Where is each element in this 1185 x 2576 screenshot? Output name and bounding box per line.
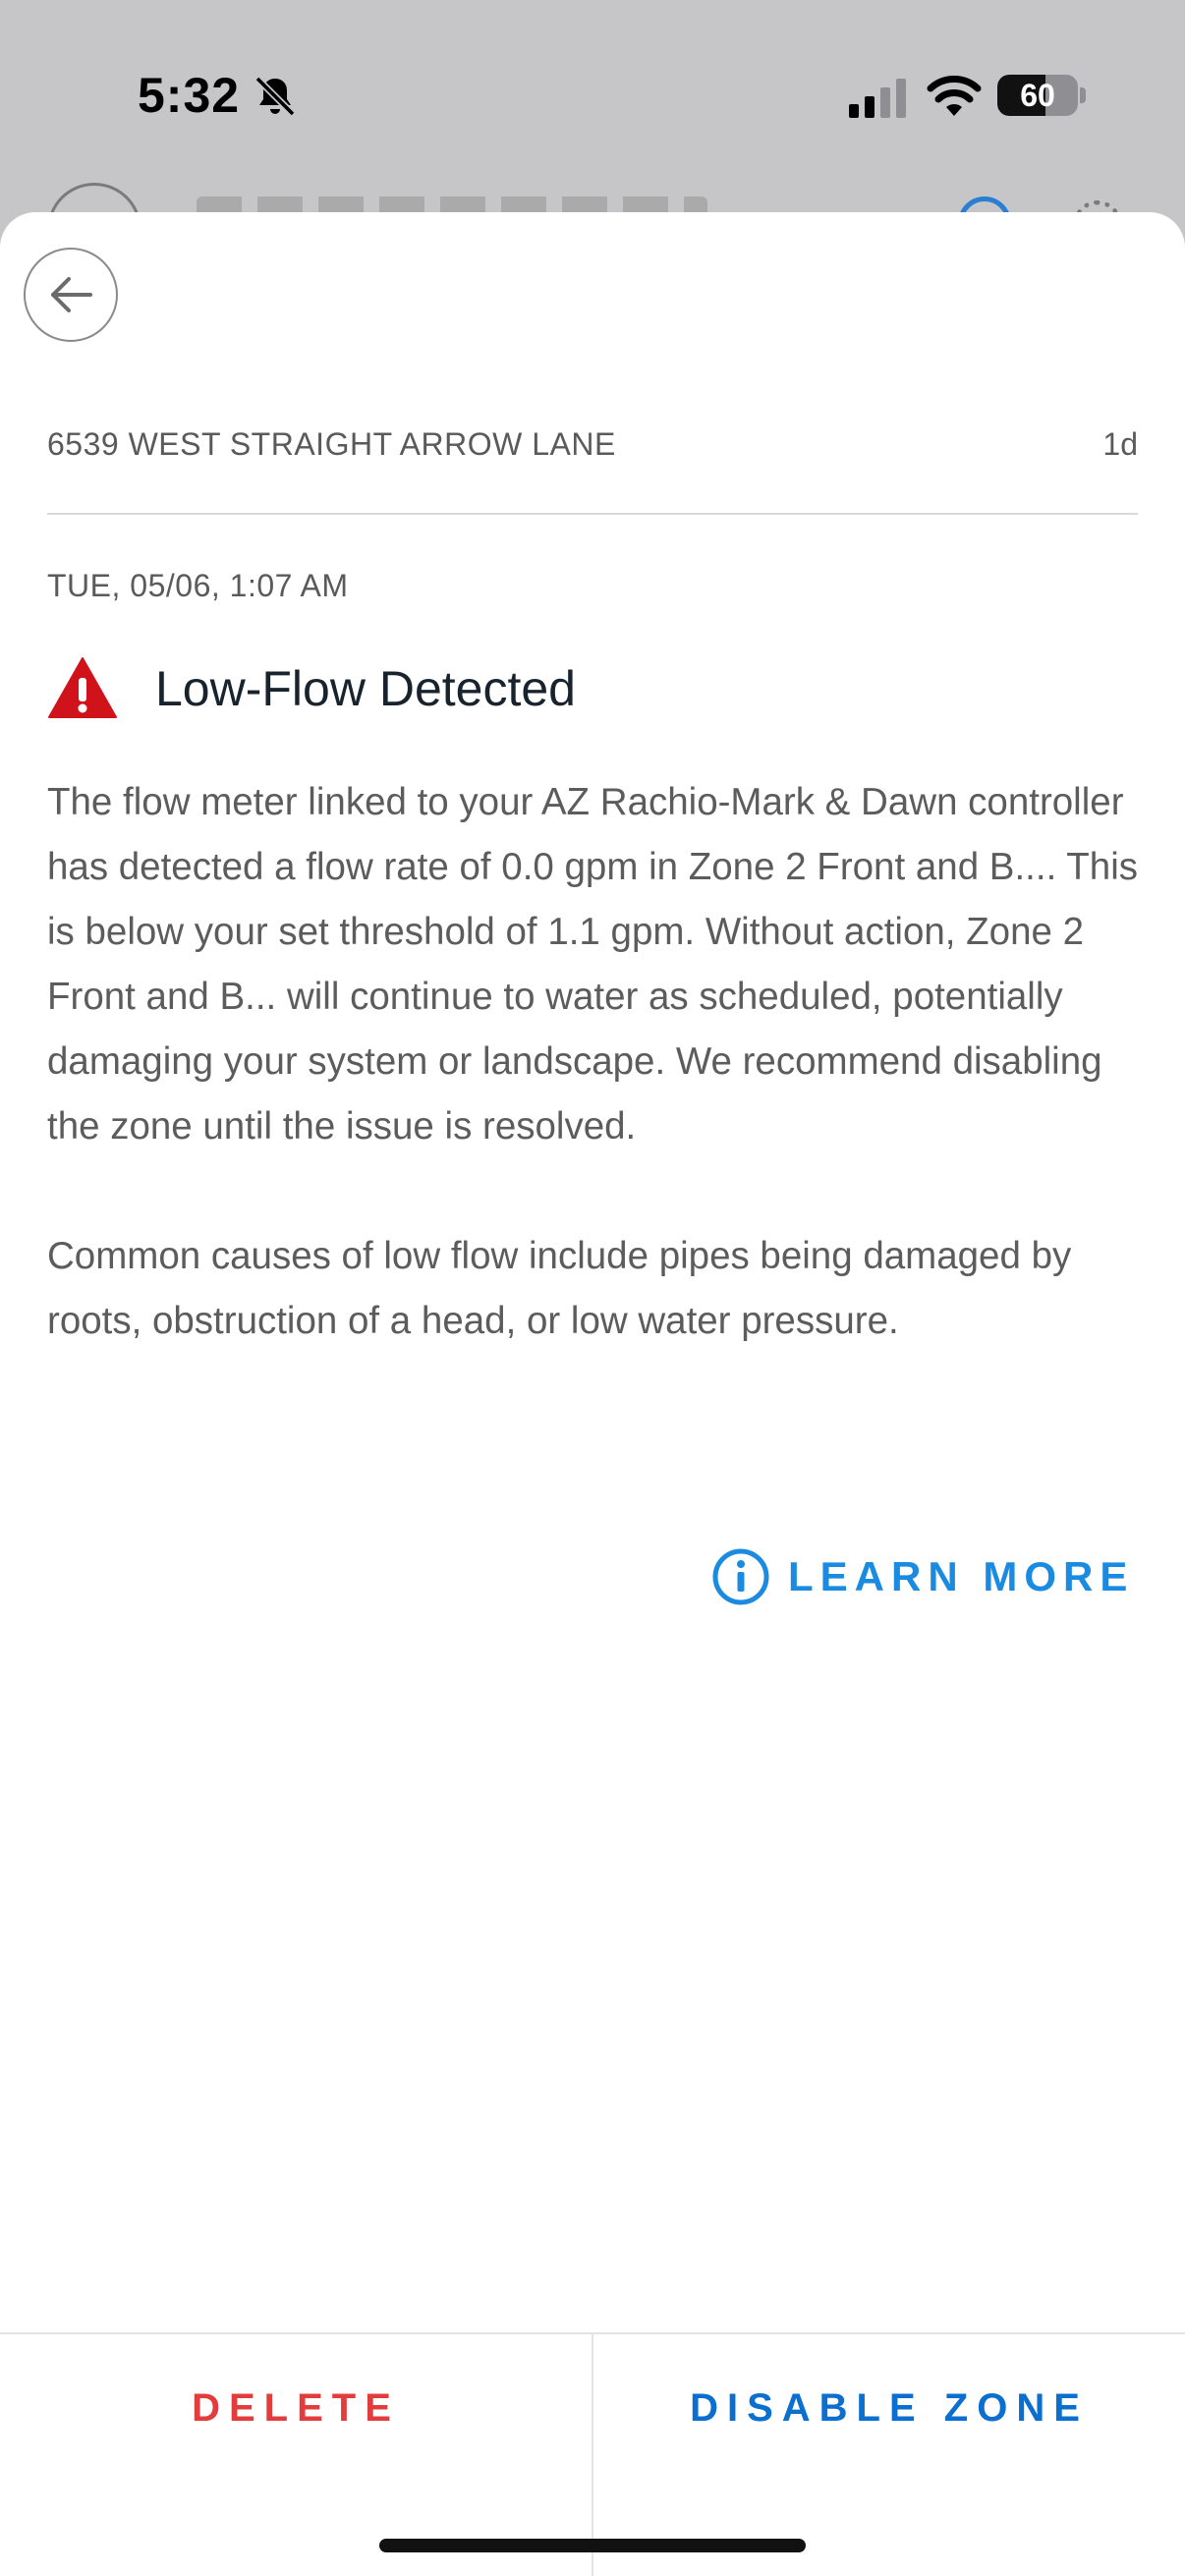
disable-zone-button[interactable]: DISABLE ZONE [690,2385,1089,2430]
battery-nub [1080,87,1086,103]
warning-icon [47,656,118,719]
alert-body [47,770,1148,1419]
status-time: 5:32 [138,68,241,123]
alert-title: Low-Flow Detected [155,661,576,716]
delete-button[interactable]: DELETE [192,2385,400,2430]
notification-age: 1d [1102,426,1138,462]
divider [47,513,1138,515]
info-icon [711,1547,770,1606]
address: 6539 WEST STRAIGHT ARROW LANE [47,426,616,462]
learn-more-link[interactable] [711,1542,1134,1611]
battery-icon [997,75,1078,116]
wifi-icon [927,73,982,118]
body-paragraph: Common causes of low flow include pipes being damaged by roots, obstruction of a head, or low water pressure. [47,1235,1072,1342]
status-bar [0,0,1185,187]
notification-sheet [0,212,1185,2576]
learn-more-label: LEARN MORE [788,1553,1135,1599]
arrow-left-icon [45,269,96,320]
battery-level: 60 [1020,78,1055,113]
cellular-signal-icon [849,79,908,118]
alert-header [47,650,1138,729]
back-button[interactable] [24,248,118,342]
address-row [47,426,1138,476]
body-paragraph: The flow meter linked to your AZ Rachio-Mark & Dawn controller has detected a flow rate of 0.0 gpm in Zone 2 Front and B.... This is below your set threshold of 1.1 gpm. Without action, Zone 2 Front and B... will continue to water as scheduled, potentially damaging your system or landscape. We recommend disabling the zone until the issue is resolved. [47,781,1138,1148]
bell-slash-icon [252,73,299,120]
timestamp: TUE, 05/06, 1:07 AM [47,568,349,603]
home-indicator[interactable] [379,2539,806,2552]
